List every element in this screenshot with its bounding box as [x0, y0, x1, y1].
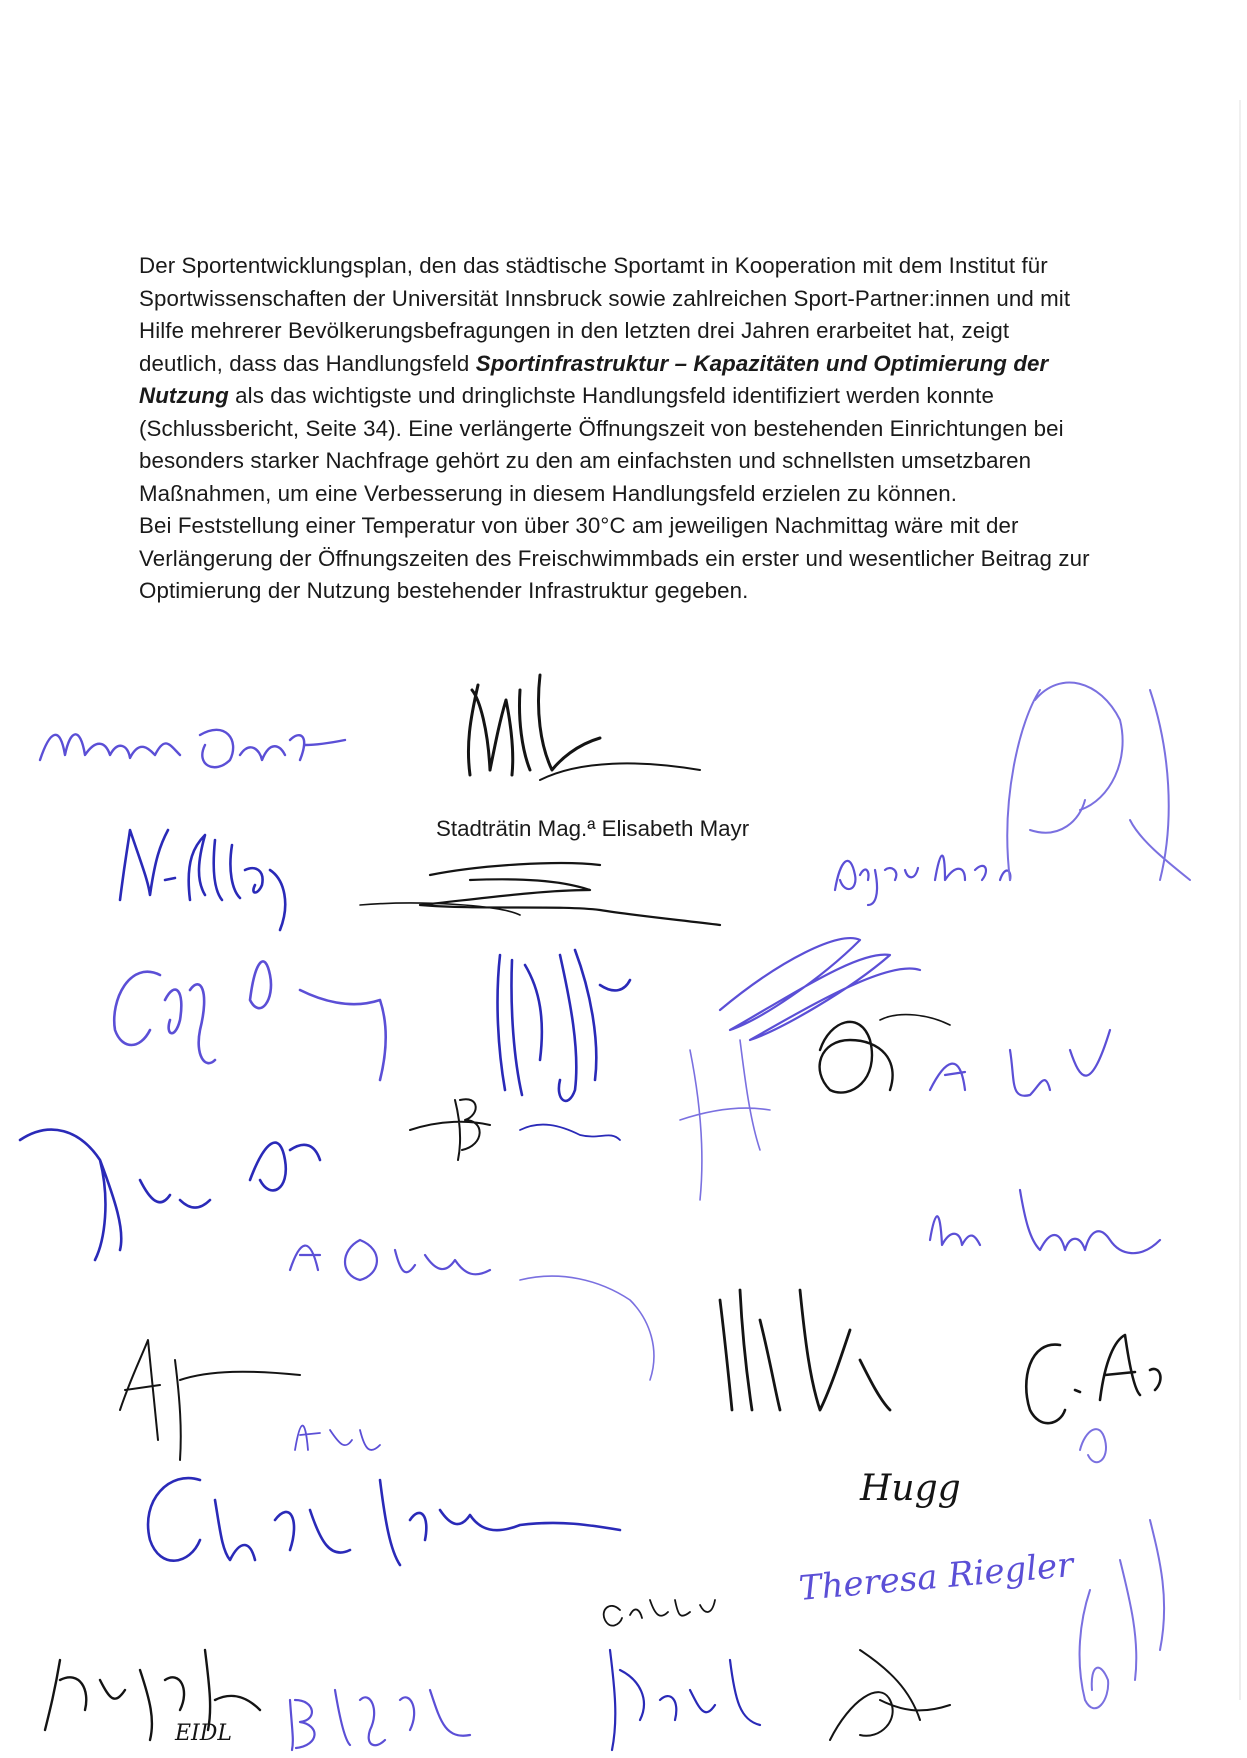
signature-a-dlin: [290, 1240, 490, 1280]
paragraph-1-part-2: als das wichtigste und dringlichste Handlungsfeld identifiziert werden konnte (Schlussbericht, Seite 34). Eine verlängerte Öffnungszeit von bestehenden Einrichtungen bei besonders starker Nachfrage gehört zu den am einfachsten und schnellsten umsetzbaren Maßnahmen, um eine Verbesserung in diesem Handlungsfeld erzielen zu können.: [139, 383, 1064, 506]
signature-diagonal-hatch: [720, 938, 920, 1040]
signature-bottom-right: [830, 1650, 950, 1740]
signature-streicher: [720, 1290, 890, 1410]
motion-body-text: [139, 250, 1099, 608]
signature-center-large: [498, 950, 630, 1140]
signature-flourish-black: [360, 863, 720, 925]
paragraph-1-emphasis: Sportinfrastruktur – Kapazitäten und Optimierung der Nutzung: [139, 350, 1049, 408]
signature-cleinfeld: [604, 1600, 715, 1626]
signature-theresa-riegler-text: Theresa Riegler: [797, 1545, 1075, 1609]
signature-faint-center: [520, 1040, 770, 1380]
signature-eidl-text: EIDL: [175, 1721, 232, 1746]
signature-marcela-duftner: [40, 730, 345, 767]
signature-b-black: [410, 1099, 490, 1160]
signature-dejan-lukovic: [835, 856, 1010, 905]
signature-far-right-bottom: [1080, 1429, 1165, 1708]
signature-theresa-riegler: [797, 1545, 1076, 1609]
paragraph-1-part-1: Der Sportentwicklungsplan, den das städtische Sportamt in Kooperation mit dem Institut für Sportwissenschaften der Universität Innsbruck sowie zahlreichen Sport-Partner:innen und mit Hilfe mehrerer Bevölkerungsbefragungen in den letzten drei Jahren erarbeitet hat, zeigt deutlich, dass das Handlungsfeld: [139, 253, 1071, 376]
signature-heinz: [20, 1130, 320, 1260]
signature-kurt-weiss: [930, 1190, 1160, 1253]
signature-hugg: [859, 1468, 961, 1509]
signatory-line: Stadträtin Mag.ª Elisabeth Mayr: [436, 816, 750, 841]
signature-bottom-center: [610, 1650, 760, 1750]
signature-eidl: [174, 1721, 232, 1746]
scan-edge: [1239, 100, 1241, 1700]
signature-hanser: [295, 1426, 380, 1450]
signature-heinfeld: [45, 1650, 260, 1740]
signature-christoph-kaufmann: [148, 1478, 620, 1565]
paragraph-1: [139, 250, 1099, 510]
signature-b-halaczek: [290, 1690, 470, 1750]
signature-mayr: [468, 675, 700, 780]
signature-c-loop: [114, 961, 386, 1080]
signature-large-right: [1007, 683, 1190, 880]
signature-hugg-text: Hugg: [860, 1468, 961, 1509]
signature-m-stoller: [120, 830, 285, 930]
signature-ap: [120, 1340, 300, 1460]
signature-e-ass: [1026, 1335, 1160, 1423]
signature-a-loss: [930, 1030, 1110, 1096]
signature-loops-center: [820, 1015, 950, 1093]
paragraph-2: Bei Feststellung einer Temperatur von über 30°C am jeweiligen Nachmittag wäre mit der Verlängerung der Öffnungszeiten des Freischwimmbads ein erster und wesentlicher Beitrag zur Optimierung der Nutzung bestehender Infrastruktur gegeben.: [139, 513, 1090, 603]
